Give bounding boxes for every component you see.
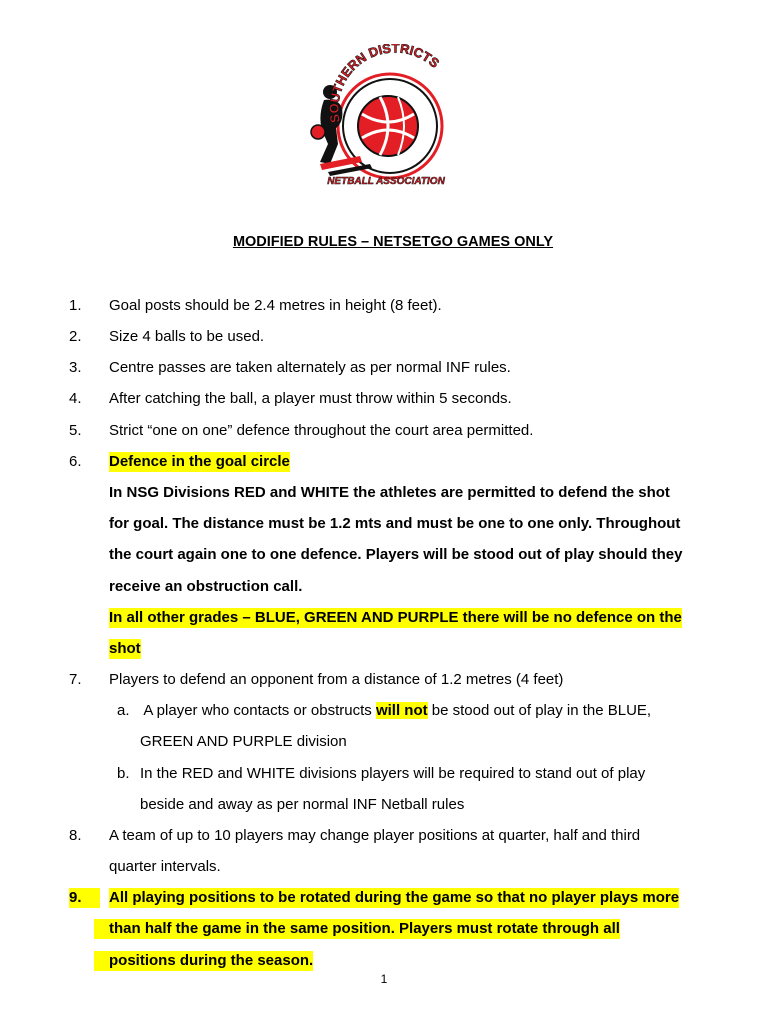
highlighted-phrase: will not [375, 702, 428, 719]
item-text: Goal posts should be 2.4 metres in height (8 feet). [109, 297, 442, 314]
item-text: After catching the ball, a player must throw within 5 seconds. [109, 390, 512, 407]
item-number: 9. [69, 888, 100, 908]
item-text: A team of up to 10 players may change player positions at quarter, half and third [109, 827, 641, 844]
page-title: MODIFIED RULES – NETSETGO GAMES ONLY [232, 234, 554, 250]
sub-item-label: b. [117, 765, 130, 782]
page-number: 1 [380, 972, 388, 986]
item-number: 7. [69, 671, 82, 688]
item-text: Centre passes are taken alternately as per normal INF rules. [109, 359, 511, 376]
item-number: 2. [69, 328, 82, 345]
sub-item-label: a. [117, 702, 130, 719]
item-text: All playing positions to be rotated during the game so that no player plays more [109, 889, 680, 906]
sub-item-text: In the RED and WHITE divisions players will be required to stand out of play [140, 765, 646, 782]
southern-districts-netball-logo [300, 44, 466, 194]
item-number: 1. [69, 297, 82, 314]
item-heading: Defence in the goal circle [109, 453, 290, 470]
item-text: Players to defend an opponent from a distance of 1.2 metres (4 feet) [109, 671, 564, 688]
item-number: 3. [69, 359, 82, 376]
logo-arc-text: SOUTHERN DISTRICTS [326, 44, 443, 124]
item-number: 8. [69, 827, 82, 844]
item-number: 6. [69, 453, 82, 470]
sub-item-text: A player who contacts or obstructs will not be stood out of play in the BLUE, [140, 702, 652, 719]
netball-icon [358, 96, 418, 156]
item-text: Size 4 balls to be used. [109, 328, 265, 345]
item-text: Strict “one on one” defence throughout the court area permitted. [109, 422, 534, 439]
item-number: 5. [69, 422, 82, 439]
logo-bottom-text: NETBALL ASSOCIATION [327, 176, 445, 187]
item-number: 4. [69, 390, 82, 407]
